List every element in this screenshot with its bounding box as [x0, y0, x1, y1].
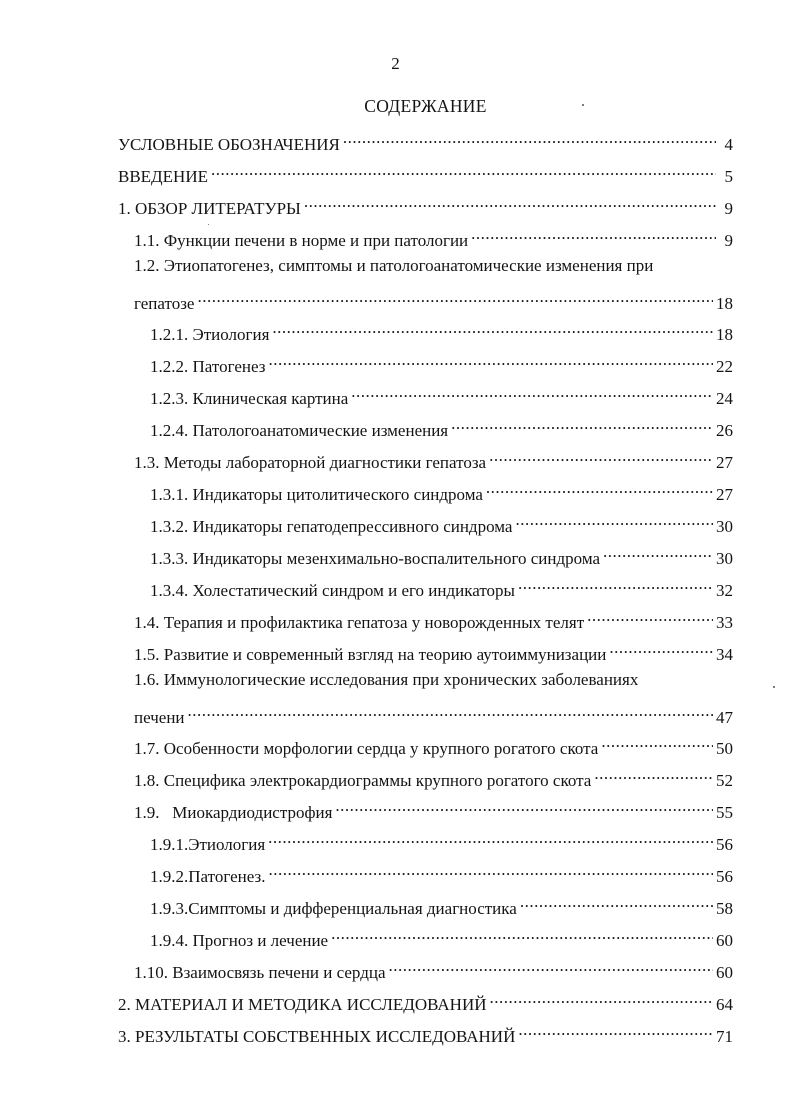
toc-title: 1.9.4. Прогноз и лечение: [150, 931, 329, 950]
dot-leader: [515, 508, 713, 532]
dot-leader: [211, 158, 716, 182]
toc-page-number: 5: [724, 167, 733, 186]
toc-line: [150, 572, 733, 600]
dot-leader: [351, 380, 713, 404]
dot-leader: [471, 222, 716, 246]
toc-page-number: 9: [724, 199, 733, 218]
toc-line: [150, 890, 733, 918]
dot-leader: [518, 1018, 713, 1042]
toc-line: [150, 540, 733, 568]
toc-title: ВВЕДЕНИЕ: [118, 167, 208, 186]
toc-line: [150, 380, 733, 408]
toc-page-number: 34: [716, 645, 733, 664]
dot-leader: [268, 858, 713, 882]
dot-leader: [268, 826, 713, 850]
toc-title: 1.8. Специфика электрокардиограммы крупного рогатого скота: [134, 771, 592, 790]
toc-line: [150, 508, 733, 536]
toc-title-continuation: гепатозе: [134, 294, 195, 313]
toc-title: 1.9.3.Симптомы и дифференциальная диагностика: [150, 899, 517, 918]
toc-line: [134, 762, 733, 790]
toc-title: 1.3.1. Индикаторы цитолитического синдрома: [150, 485, 483, 504]
dot-leader: [594, 762, 713, 786]
dot-leader: [520, 890, 713, 914]
toc-title: 1.2.4. Патологоанатомические изменения: [150, 421, 449, 440]
dot-leader: [272, 316, 713, 340]
toc-line: [150, 476, 733, 504]
toc-line: [150, 348, 733, 376]
dot-leader: [451, 412, 713, 436]
toc-page-number: 50: [716, 739, 733, 758]
toc-line: [134, 954, 733, 982]
toc-title: 1.10. Взаимосвязь печени и сердца: [134, 963, 386, 982]
dot-leader: [603, 540, 713, 564]
toc-title: 1.9.2.Патогенез.: [150, 867, 266, 886]
toc-page-number: 24: [716, 389, 733, 408]
toc-line: [150, 922, 733, 950]
toc-line: [134, 254, 653, 278]
toc-page-number: 33: [716, 613, 733, 632]
toc-page-number: 26: [716, 421, 733, 440]
toc-page-number: 55: [716, 803, 733, 822]
toc-title: 1.3.3. Индикаторы мезенхимально-воспалительного синдрома: [150, 549, 601, 568]
dot-leader: [343, 126, 716, 150]
toc-line: [150, 316, 733, 344]
dot-leader: [304, 190, 716, 214]
toc-page-number: 4: [724, 135, 733, 154]
toc-page-number: 71: [716, 1027, 733, 1046]
toc-title: 1.2.3. Клиническая картина: [150, 389, 349, 408]
dot-leader: [518, 572, 713, 596]
toc-page-number: 58: [716, 899, 733, 918]
toc-line: [118, 1018, 733, 1046]
toc-page-number: 60: [716, 931, 733, 950]
toc-line: [134, 604, 733, 632]
toc-title: 1.3.4. Холестатический синдром и его индикаторы: [150, 581, 515, 600]
toc-page-number: 30: [716, 517, 733, 536]
page-number: 2: [391, 54, 400, 73]
toc-line: [134, 668, 638, 692]
toc-line: [150, 858, 733, 886]
toc-line: [134, 222, 733, 250]
toc-title: 1.6. Иммунологические исследования при хронических заболеваниях: [134, 670, 639, 689]
scan-speck: [773, 686, 775, 688]
dot-leader: [601, 730, 713, 754]
toc-line: [118, 190, 733, 218]
toc-page-number: 52: [716, 771, 733, 790]
toc-page-number: 60: [716, 963, 733, 982]
scan-speck: [582, 104, 584, 106]
toc-page-number: 22: [716, 357, 733, 376]
toc-line: [150, 412, 733, 440]
toc-line: [134, 444, 733, 472]
toc-title: 3. РЕЗУЛЬТАТЫ СОБСТВЕННЫХ ИССЛЕДОВАНИЙ: [118, 1027, 516, 1046]
dot-leader: [197, 285, 713, 309]
toc-line: [134, 285, 733, 313]
toc-title: УСЛОВНЫЕ ОБОЗНАЧЕНИЯ: [118, 135, 340, 154]
toc-page-number: 32: [716, 581, 733, 600]
toc-title: 1. ОБЗОР ЛИТЕРАТУРЫ: [118, 199, 301, 218]
toc-title: 1.5. Развитие и современный взгляд на теорию аутоиммунизации: [134, 645, 607, 664]
toc-page-number: 9: [724, 231, 733, 250]
dot-leader: [489, 444, 713, 468]
toc-line: [118, 158, 733, 186]
toc-title-continuation: печени: [134, 708, 185, 727]
toc-page-number: 30: [716, 549, 733, 568]
toc-line: [150, 826, 733, 854]
toc-page-number: 64: [716, 995, 733, 1014]
toc-title: 1.2. Этиопатогенез, симптомы и патологоанатомические изменения при: [134, 256, 654, 275]
toc-title: 1.2.1. Этиология: [150, 325, 270, 344]
dot-leader: [268, 348, 713, 372]
toc-line: [134, 636, 733, 664]
dot-leader: [331, 922, 713, 946]
toc-page-number: 56: [716, 835, 733, 854]
toc-title: 1.3. Методы лабораторной диагностики гепатоза: [134, 453, 487, 472]
toc-title: 1.4. Терапия и профилактика гепатоза у новорожденных телят: [134, 613, 585, 632]
dot-leader: [587, 604, 713, 628]
page-title: СОДЕРЖАНИЕ: [364, 96, 487, 116]
toc-page-number: 18: [716, 325, 733, 344]
toc-page-number: 56: [716, 867, 733, 886]
toc-page-number: 47: [716, 708, 733, 727]
dot-leader: [188, 699, 713, 723]
toc-title: 1.7. Особенности морфологии сердца у крупного рогатого скота: [134, 739, 599, 758]
toc-page-number: 18: [716, 294, 733, 313]
dot-leader: [335, 794, 713, 818]
toc-title: 1.9.1.Этиология: [150, 835, 266, 854]
toc-line: [118, 986, 733, 1014]
toc-page-number: 27: [716, 485, 733, 504]
dot-leader: [486, 476, 713, 500]
toc-line: [134, 794, 733, 822]
dot-leader: [609, 636, 713, 660]
toc-page-number: 27: [716, 453, 733, 472]
toc-line: [134, 730, 733, 758]
toc-title: 2. МАТЕРИАЛ И МЕТОДИКА ИССЛЕДОВАНИЙ: [118, 995, 487, 1014]
toc-line: [118, 126, 733, 154]
dot-leader: [389, 954, 714, 978]
dot-leader: [490, 986, 713, 1010]
toc-title: 1.2.2. Патогенез: [150, 357, 266, 376]
toc-title: 1.9. Миокардиодистрофия: [134, 803, 333, 822]
toc-title: 1.3.2. Индикаторы гепатодепрессивного синдрома: [150, 517, 513, 536]
toc-line: [134, 699, 733, 727]
toc-title: 1.1. Функции печени в норме и при патологии: [134, 231, 469, 250]
